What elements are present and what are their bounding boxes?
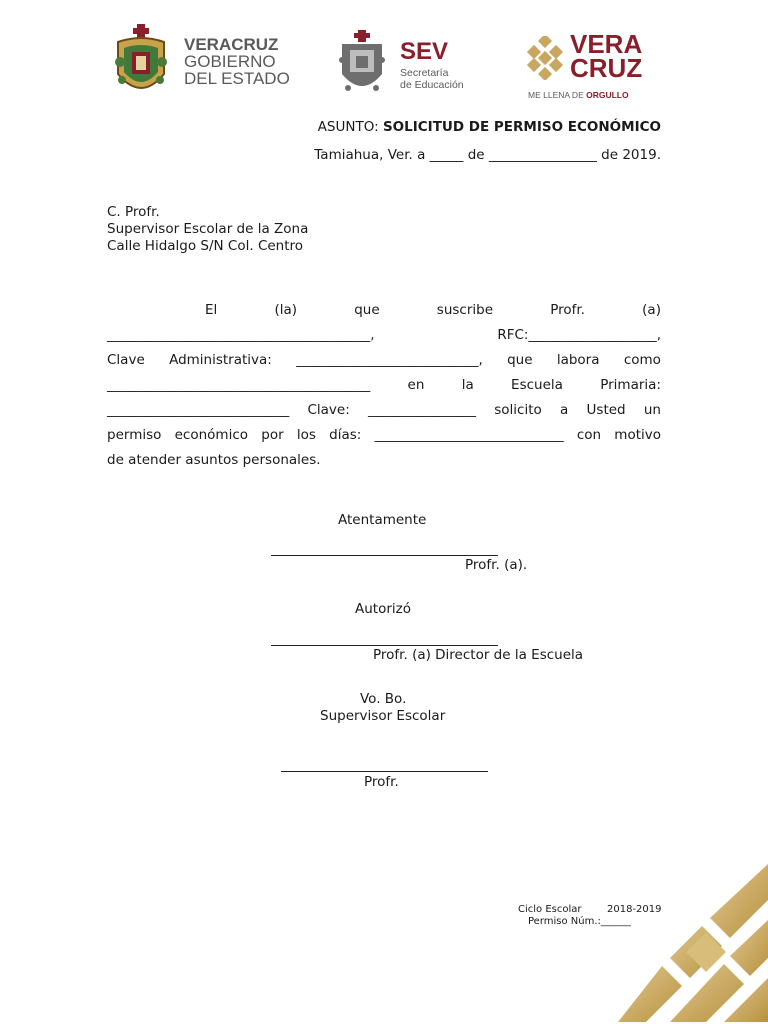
- body-word: Escuela: [511, 377, 563, 393]
- director-signature-line: [271, 645, 498, 646]
- body-word: Administrativa:: [169, 352, 272, 368]
- body-word: que: [507, 352, 533, 368]
- veracruz-gov-line2: GOBIERNO: [184, 52, 276, 71]
- sev-logo: [338, 20, 478, 105]
- subject-line: [318, 119, 661, 135]
- body-word: (a): [642, 302, 661, 318]
- veracruz-knot-pattern-icon: [526, 36, 564, 80]
- body-word: un: [643, 402, 661, 418]
- applicant-title: Profr. (a).: [465, 557, 528, 573]
- body-word: por: [261, 427, 284, 443]
- veracruz-brand-line1: VERA: [570, 29, 643, 59]
- body-word: labora: [556, 352, 600, 368]
- body-word: que: [354, 302, 380, 318]
- body-word: Profr.: [550, 302, 585, 318]
- sev-line2: de Educación: [400, 79, 464, 91]
- body-word: económico: [174, 427, 249, 443]
- supervisor-title: Profr.: [364, 774, 399, 790]
- body-word: (la): [274, 302, 298, 318]
- decorative-corner-pattern: [600, 860, 768, 1024]
- body-word: la: [461, 377, 474, 393]
- permiso-number: Permiso Núm.:______: [528, 916, 631, 927]
- body-word: con: [576, 427, 602, 443]
- body-word: El: [205, 302, 218, 318]
- applicant-signature-line: [271, 555, 498, 556]
- sev-seal-icon: [338, 30, 386, 100]
- body-word: días:: [329, 427, 362, 443]
- veracruz-gov-line3: DEL ESTADO: [184, 69, 290, 88]
- autorizo-label: Autorizó: [355, 601, 411, 617]
- body-line-2: [107, 323, 661, 348]
- body-line-4: [107, 373, 661, 398]
- body-line-6: [107, 423, 661, 448]
- veracruz-gov-line1: VERACRUZ: [184, 35, 279, 54]
- body-line-5: [107, 398, 661, 423]
- body-paragraph: [107, 298, 661, 473]
- body-word: los: [296, 427, 316, 443]
- veracruz-government-logo: [110, 20, 290, 105]
- body-word: en: [407, 377, 425, 393]
- recipient-line2: Supervisor Escolar de la Zona: [107, 221, 309, 237]
- subject-value: SOLICITUD DE PERMISO ECONÓMICO: [382, 119, 661, 135]
- body-word: suscribe: [436, 302, 494, 318]
- rfc-blank: RFC:___________________,: [497, 327, 661, 343]
- supervisor-signature-line: [281, 771, 488, 772]
- sev-acronym: SEV: [400, 38, 449, 65]
- body-line-7: [107, 448, 661, 473]
- recipient-line1: C. Profr.: [107, 204, 160, 220]
- veracruz-brand-logo: [526, 20, 646, 105]
- body-word: Primaria:: [600, 377, 661, 393]
- name-blank: _______________________________________,: [107, 327, 375, 343]
- body-word: a: [560, 402, 569, 418]
- ciclo-escolar-value: 2018-2019: [607, 904, 662, 915]
- supervisor-label: Supervisor Escolar: [320, 708, 446, 724]
- body-word: solicito: [494, 402, 542, 418]
- place-date: Tamiahua, Ver. a _____ de ________________ de 2019.: [314, 147, 661, 163]
- veracruz-slogan: [528, 90, 629, 100]
- ciclo-escolar-label: Ciclo Escolar: [518, 904, 582, 915]
- days-blank: ____________________________: [374, 427, 564, 443]
- school-key-blank: ________________: [368, 402, 477, 418]
- body-word: motivo: [614, 427, 661, 443]
- clave-admin-blank: ___________________________,: [296, 352, 483, 368]
- veracruz-coat-of-arms-icon: [110, 22, 172, 104]
- body-word: como: [623, 352, 661, 368]
- body-last-line: de atender asuntos personales.: [107, 452, 321, 468]
- sev-line1: Secretaría: [400, 67, 449, 79]
- director-title: Profr. (a) Director de la Escuela: [373, 647, 584, 663]
- veracruz-brand-line2: CRUZ: [570, 53, 643, 83]
- body-word: Clave: [107, 352, 145, 368]
- body-word: permiso: [107, 427, 162, 443]
- vobo-label: Vo. Bo.: [360, 691, 407, 707]
- atentamente-label: Atentamente: [338, 512, 427, 528]
- slogan-part-a: ME LLENA DE: [528, 90, 587, 100]
- body-line-1: [107, 298, 661, 323]
- subject-label: ASUNTO:: [317, 119, 383, 135]
- school-blank: ___________________________: [107, 402, 290, 418]
- recipient-line3: Calle Hidalgo S/N Col. Centro: [107, 238, 304, 254]
- body-word: Clave:: [307, 402, 350, 418]
- position-blank: _______________________________________: [107, 377, 371, 393]
- slogan-part-b: ORGULLO: [586, 90, 629, 100]
- body-line-3: [107, 348, 661, 373]
- body-word: Usted: [586, 402, 626, 418]
